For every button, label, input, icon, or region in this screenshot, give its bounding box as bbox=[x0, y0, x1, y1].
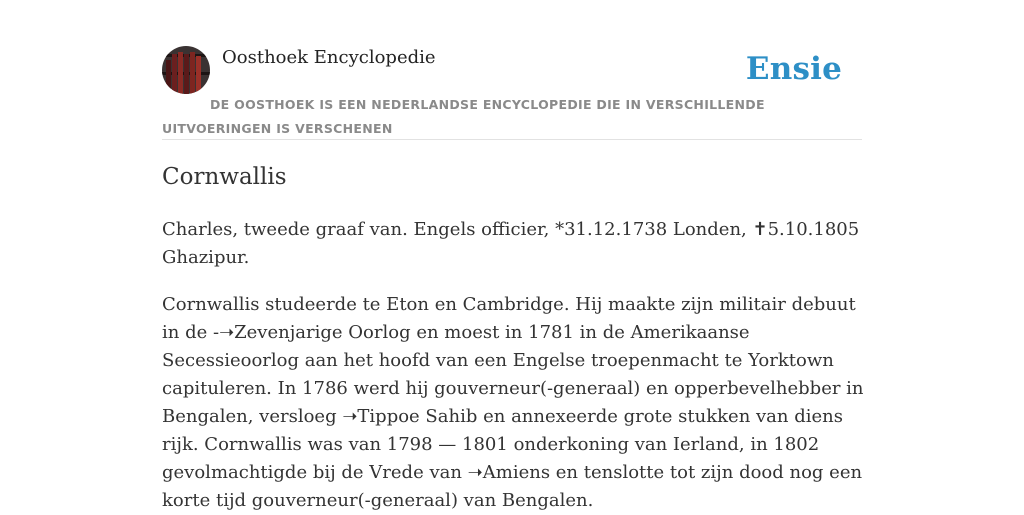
link-zevenjarige-oorlog[interactable]: ➝Zevenjarige Oorlog bbox=[219, 322, 411, 343]
body-text: en annexeerde grote stukken van diens rijk. Cornwallis was van 1798 — 1801 onderkoning van Ierland, in 1802 gevolmachtigde bij de Vrede van bbox=[162, 406, 843, 483]
article-title: Cornwallis bbox=[162, 164, 287, 190]
link-amiens[interactable]: ➝Amiens bbox=[467, 462, 551, 483]
article-intro: Charles, tweede graaf van. Engels officier, *31.12.1738 Londen, ✝5.10.1805 Ghazipur. bbox=[162, 219, 860, 268]
body-text: en moest in 1781 in de Amerikaanse Secessieoorlog aan het hoofd van een Engelse troepenmacht te Yorktown capituleren. In 1786 werd hij gouverneur(-generaal) en opperbevelhebber in Bengalen, versloeg bbox=[162, 322, 864, 427]
brand-logo-link[interactable]: Ensie bbox=[745, 51, 842, 87]
article-body bbox=[162, 291, 864, 515]
encyclopedia-avatar-icon[interactable] bbox=[162, 46, 210, 94]
site-tagline: DE OOSTHOEK IS EEN NEDERLANDSE ENCYCLOPEDIE DIE IN VERSCHILLENDE UITVOERINGEN IS VERSCHENEN bbox=[162, 97, 765, 136]
site-name-link[interactable]: Oosthoek Encyclopedie bbox=[222, 47, 436, 68]
body-text: en tenslotte tot zijn dood nog een korte tijd gouverneur(-generaal) van Bengalen. bbox=[162, 462, 863, 511]
link-tippoe-sahib[interactable]: ➝Tippoe Sahib bbox=[342, 406, 478, 427]
body-text: Cornwallis studeerde te Eton en Cambridge. Hij maakte zijn militair debuut in de - bbox=[162, 294, 856, 343]
site-header bbox=[162, 46, 862, 140]
